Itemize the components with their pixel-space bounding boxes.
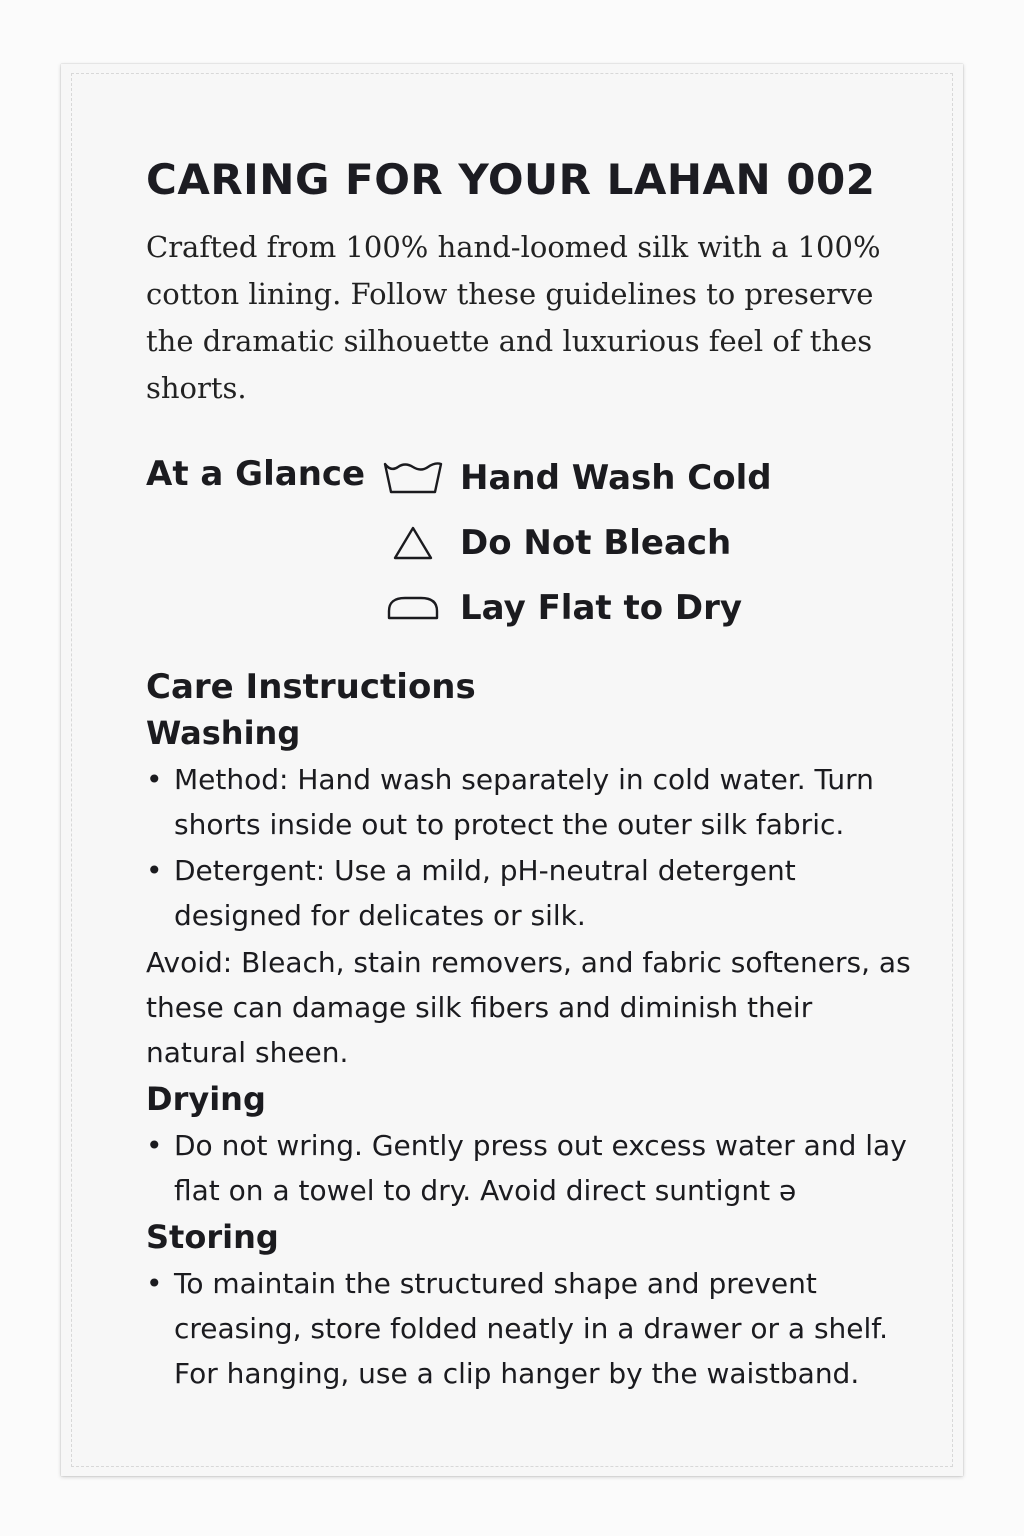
list-item: • To maintain the structured shape and prevent creasing, store folded neatly in a drawer or a shelf. For hanging, use a clip hanger by the waistband.: [146, 1261, 916, 1396]
avoid-note: Avoid: Bleach, stain removers, and fabric softeners, as these can damage silk fibers and diminish their natural sheen.: [146, 946, 911, 1069]
list-item: • Detergent: Use a mild, pH-neutral detergent designed for delicates or silk.: [146, 848, 916, 938]
card-content: [146, 152, 916, 1396]
lay-flat-dry-icon: [382, 588, 444, 628]
hand-wash-icon: [382, 458, 444, 498]
glance-item-label: Do Not Bleach: [460, 523, 732, 563]
glance-item-lay-flat: [382, 580, 742, 636]
storing-heading: Storing: [146, 1218, 279, 1256]
list-item: • Do not wring. Gently press out excess water and lay flat on a towel to dry. Avoid direct suntignt ə: [146, 1123, 916, 1213]
glance-item-label: Lay Flat to Dry: [460, 588, 743, 628]
washing-heading: Washing: [146, 714, 301, 752]
at-a-glance: [146, 450, 916, 645]
care-card: [61, 64, 963, 1476]
drying-heading: Drying: [146, 1080, 266, 1118]
do-not-bleach-icon: [382, 523, 444, 563]
intro-text: Crafted from 100% hand-loomed silk with a 100% cotton lining. Follow these guidelines to preserve the dramatic silhouette and luxurious feel of thes shorts.: [146, 230, 881, 405]
glance-item-label: Hand Wash Cold: [460, 458, 772, 498]
page-title: CARING FOR YOUR LAHAN 002: [146, 155, 876, 204]
list-item: • Method: Hand wash separately in cold water. Turn shorts inside out to protect the outer silk fabric.: [146, 757, 916, 847]
drying-list: [146, 1123, 916, 1213]
glance-label: At a Glance: [146, 454, 366, 494]
washing-list: [146, 757, 916, 938]
storing-list: [146, 1261, 916, 1396]
care-heading: Care Instructions: [146, 667, 476, 707]
glance-item-do-not-bleach: [382, 515, 731, 571]
care-instructions: [146, 663, 916, 1396]
glance-item-hand-wash: [382, 450, 772, 506]
